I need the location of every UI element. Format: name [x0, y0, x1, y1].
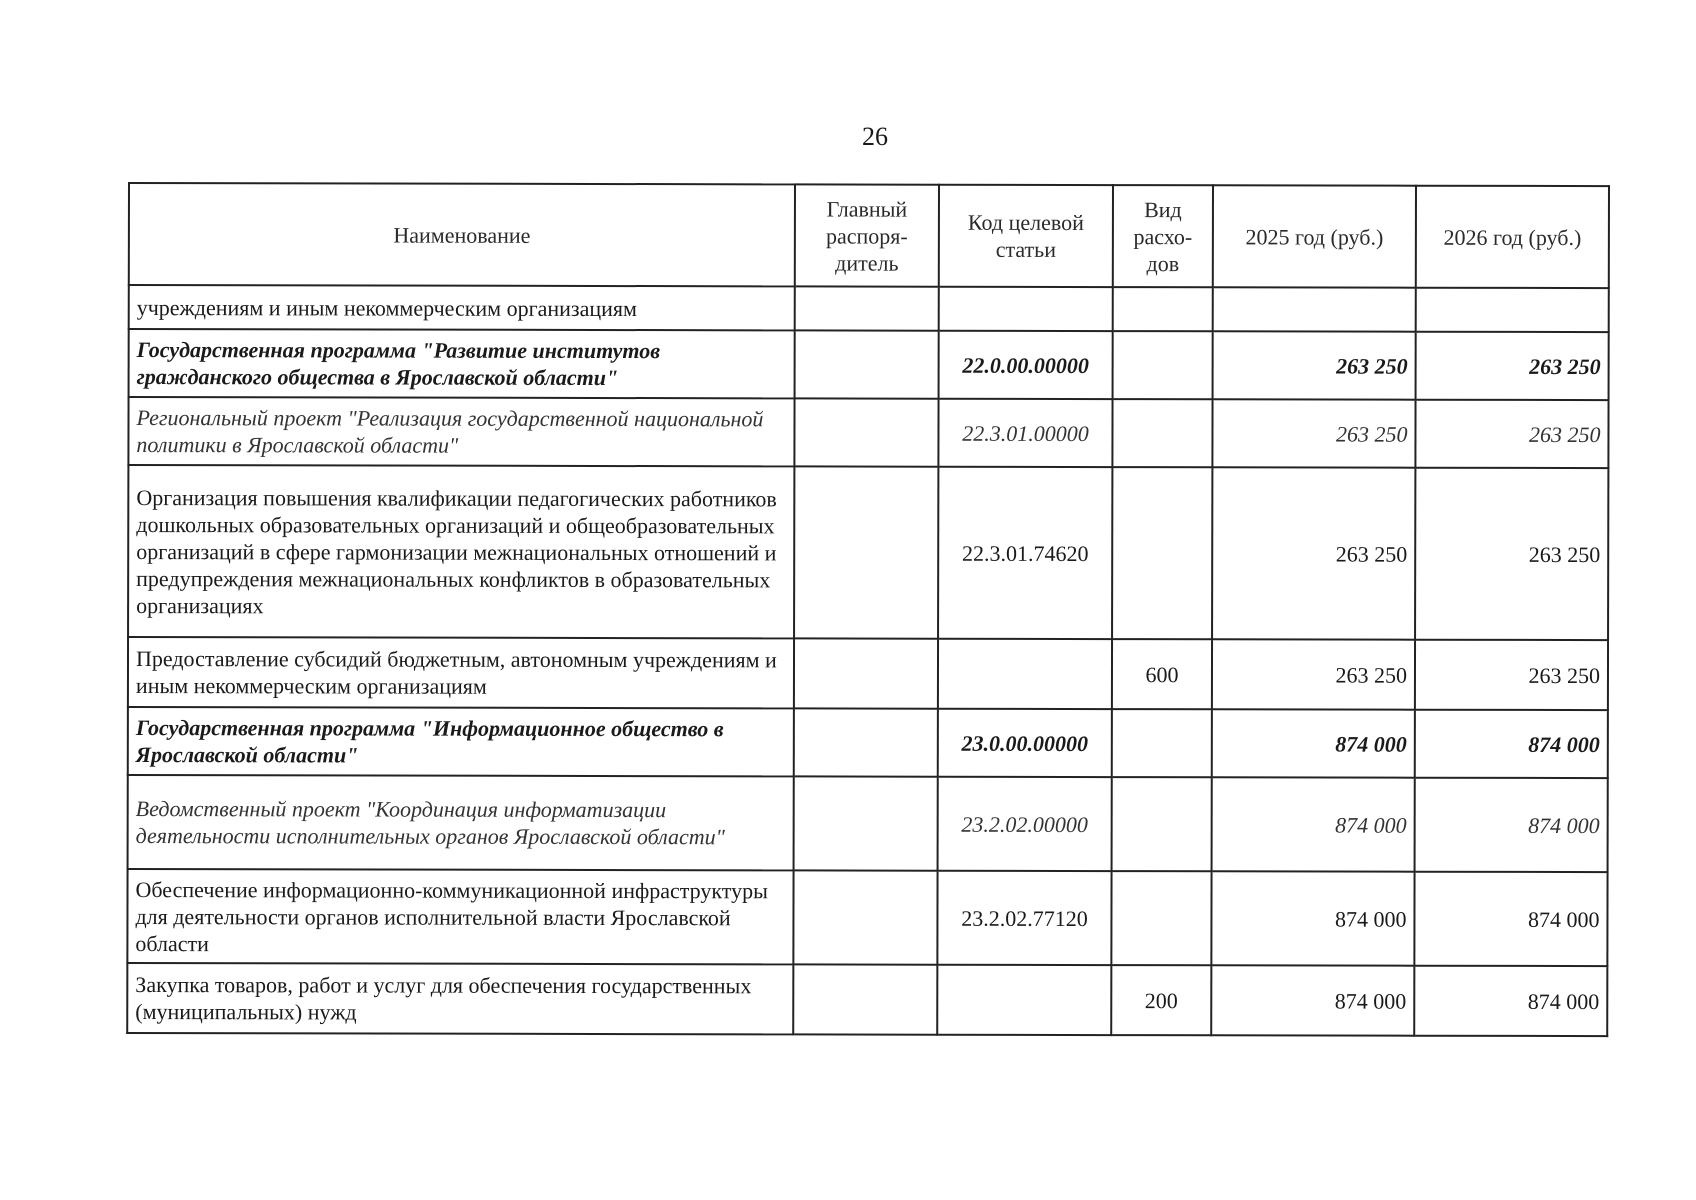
- row-2025: 263 250: [1213, 331, 1416, 399]
- row-code: [938, 639, 1112, 709]
- row-expense-type: [1111, 871, 1211, 965]
- row-2026: 874 000: [1414, 966, 1607, 1036]
- row-2026: 263 250: [1415, 400, 1608, 468]
- row-code: 22.3.01.74620: [938, 467, 1112, 639]
- table-row: [128, 775, 1608, 872]
- row-2026: [1416, 288, 1609, 332]
- row-manager: [795, 330, 939, 398]
- table-row: [129, 329, 1609, 400]
- row-name: Ведомственный проект "Координация информатизации деятельности исполнительных органов Ярославской области": [128, 775, 794, 870]
- row-expense-type: [1112, 709, 1212, 777]
- row-2025: 263 250: [1212, 467, 1415, 639]
- row-manager: [794, 466, 938, 638]
- row-manager: [794, 638, 938, 708]
- table-row: [127, 869, 1607, 966]
- table-row: [128, 397, 1608, 468]
- row-code: 23.2.02.00000: [938, 777, 1112, 871]
- table-body: [127, 285, 1609, 1036]
- row-name: Региональный проект "Реализация государственной национальной политики в Ярославской области": [128, 397, 794, 466]
- row-name: Организация повышения квалификации педагогических работников дошкольных образовательных организаций и общеобразовательных организаций в сфере гармонизации межнациональных отношений и предупреждения межнациональных конфликтов в образовательных организациях: [128, 465, 794, 638]
- table-row: [128, 465, 1608, 640]
- row-code: 23.2.02.77120: [937, 871, 1111, 965]
- row-name: Закупка товаров, работ и услуг для обеспечения государственных (муниципальных) нужд: [127, 963, 793, 1034]
- row-expense-type: [1112, 777, 1212, 871]
- row-2025: 874 000: [1211, 871, 1414, 965]
- table-row: [127, 963, 1607, 1036]
- row-2026: 874 000: [1414, 872, 1607, 966]
- row-code: 22.0.00.00000: [939, 331, 1113, 399]
- row-expense-type: 600: [1112, 639, 1212, 709]
- row-manager: [795, 286, 939, 330]
- row-2026: 263 250: [1416, 332, 1609, 400]
- header-expense-type: Вид расхо-дов: [1113, 185, 1213, 287]
- row-2025: 874 000: [1212, 709, 1415, 777]
- row-manager: [794, 776, 938, 870]
- row-code: 23.0.00.00000: [938, 709, 1112, 777]
- row-manager: [794, 398, 938, 466]
- row-2026: 263 250: [1415, 468, 1608, 640]
- row-expense-type: [1112, 399, 1212, 467]
- header-manager: Главный распоря-дитель: [795, 184, 939, 286]
- row-name: Государственная программа "Развитие институтов гражданского общества в Ярославской области": [129, 329, 795, 398]
- table-header-row: [129, 183, 1609, 288]
- row-2026: 263 250: [1415, 640, 1608, 710]
- budget-table: [126, 182, 1610, 1037]
- row-manager: [794, 708, 938, 776]
- row-2026: 874 000: [1415, 778, 1608, 872]
- row-name: Государственная программа "Информационное общество в Ярославской области": [128, 707, 794, 776]
- row-2025: [1213, 287, 1416, 331]
- header-code: Код целевой статьи: [939, 185, 1113, 287]
- row-expense-type: [1113, 287, 1213, 331]
- page-number: 26: [862, 122, 888, 151]
- table-row: [128, 637, 1608, 710]
- row-expense-type: [1113, 331, 1213, 399]
- row-name: Предоставление субсидий бюджетным, автономным учреждениям и иным некоммерческим организациям: [128, 637, 794, 708]
- header-2026: 2026 год (руб.): [1416, 186, 1609, 288]
- row-code: [937, 965, 1111, 1035]
- table-row: [128, 707, 1608, 778]
- row-manager: [793, 870, 937, 964]
- row-code: 22.3.01.00000: [938, 399, 1112, 467]
- row-manager: [793, 964, 937, 1034]
- header-name: Наименование: [129, 183, 795, 286]
- row-2025: 263 250: [1212, 399, 1415, 467]
- row-name: учреждениям и иным некоммерческим организациям: [129, 285, 795, 330]
- row-expense-type: [1112, 467, 1212, 639]
- row-expense-type: 200: [1111, 965, 1211, 1035]
- row-code: [939, 287, 1113, 331]
- header-2025: 2025 год (руб.): [1213, 185, 1416, 287]
- table-row: [129, 285, 1609, 332]
- row-2025: 263 250: [1212, 639, 1415, 709]
- row-2026: 874 000: [1415, 710, 1608, 778]
- row-2025: 874 000: [1211, 965, 1414, 1035]
- row-name: Обеспечение информационно-коммуникационной инфраструктуры для деятельности органов исполнительной власти Ярославской области: [127, 869, 793, 964]
- row-2025: 874 000: [1212, 777, 1415, 871]
